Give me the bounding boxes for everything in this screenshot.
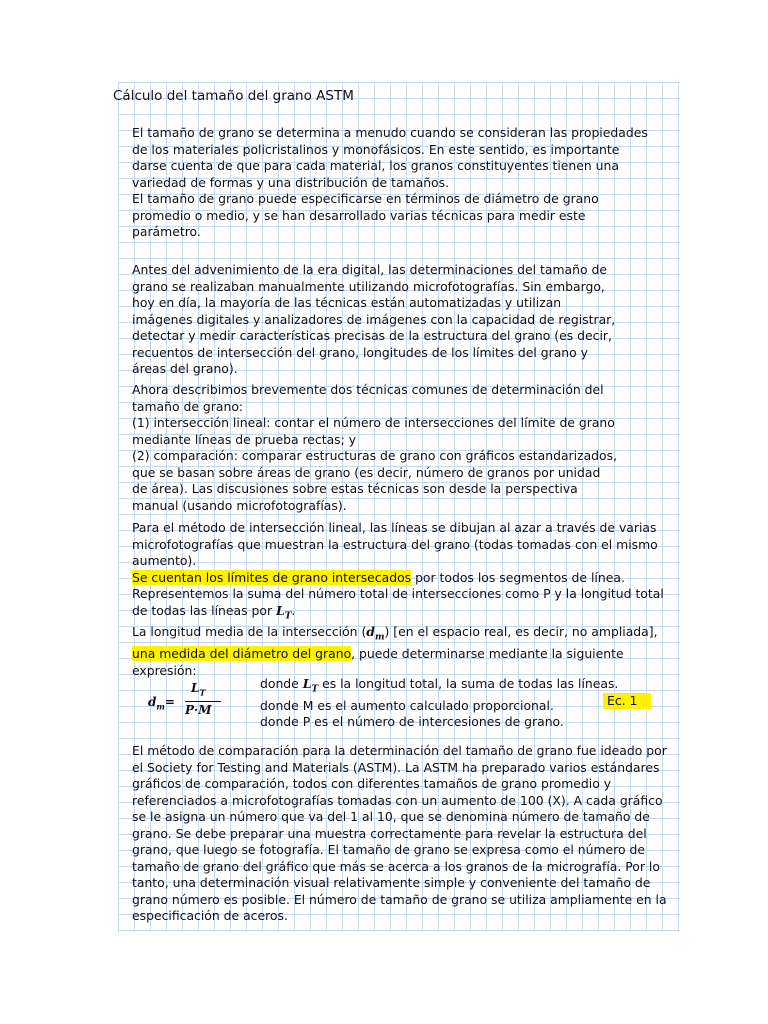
symbol-lt-subscript: T xyxy=(284,610,292,621)
text-line: grano. Se debe preparar una muestra correctamente para revelar la estructura del xyxy=(132,825,647,841)
text-line: microfotografías que muestran la estructura del grano (todas tomadas con el mismo xyxy=(132,536,658,552)
paragraph-linear-intercept xyxy=(132,520,664,679)
text-line: donde P es el número de intercesiones de grano. xyxy=(260,714,564,730)
text-line xyxy=(132,624,664,646)
symbol-lt: L xyxy=(275,602,285,618)
fraction-bar xyxy=(185,701,221,702)
text-line: se le asigna un número que va del 1 al 10, que se denomina número de tamaño de xyxy=(132,809,650,824)
symbol-dm: d xyxy=(366,624,375,640)
paragraph-comparison xyxy=(132,743,667,925)
text-line: Para el método de intersección lineal, las líneas se dibujan al azar a través de varias xyxy=(132,520,657,535)
text-line: recuentos de intersección del grano, longitudes de los límites del grano y xyxy=(132,344,588,360)
text-line xyxy=(132,603,664,625)
text-line: Ahora describimos brevemente dos técnicas comunes de determinación del xyxy=(132,382,604,397)
text-line: aumento). xyxy=(132,553,197,568)
paragraph-techniques xyxy=(132,382,617,514)
text-line: tanto, una determinación visual relativamente simple y conveniente del tamaño de xyxy=(132,875,651,890)
equation-numerator: $L_T$ xyxy=(191,681,206,698)
text-line: grano, que luego se fotografía. El tamaño de grano se expresa como el número de xyxy=(132,842,645,857)
text-line: donde $L_T$ es la longitud total, la suma de todas las líneas. xyxy=(260,676,619,695)
text-fragment: por todos los segmentos de línea. xyxy=(411,569,625,585)
text-line: El tamaño de grano puede especificarse en términos de diámetro de grano xyxy=(132,191,599,206)
text-line: (1) intersección lineal: contar el número de intersecciones del límite de grano xyxy=(132,415,615,430)
text-line: manual (usando microfotografías). xyxy=(132,497,347,513)
text-fragment: La longitud media de la intersección ( xyxy=(132,624,367,640)
text-line: especificación de aceros. xyxy=(132,908,288,923)
text-line: variedad de formas y una distribución de tamaños. xyxy=(132,174,450,190)
text-line xyxy=(132,570,664,587)
text-line: expresión: xyxy=(132,662,197,678)
text-line: gráficos de comparación, todos con diferentes tamaños de grano promedio y xyxy=(132,776,612,791)
text-line: áreas del grano). xyxy=(132,361,238,376)
text-line: de los materiales policristalinos y monofásicos. En este sentido, es importante xyxy=(132,141,620,157)
text-line: de área). Las discusiones sobre estas técnicas son desde la perspectiva xyxy=(132,481,578,496)
text-line: el Society for Testing and Materials (ASTM). La ASTM ha preparado varios estándares xyxy=(132,759,660,775)
text-line: imágenes digitales y analizadores de imágenes con la capacidad de registrar, xyxy=(132,311,616,327)
symbol-lt: L xyxy=(302,676,312,691)
text-line: grano número es posible. El número de tamaño de grano se utiliza ampliamente en la xyxy=(132,891,667,907)
equation-lhs: $d_m=$ xyxy=(148,695,175,712)
text-fragment: de todas las líneas por xyxy=(132,602,276,618)
paragraph-history xyxy=(132,262,615,378)
text-line: El tamaño de grano se determina a menudo cuando se consideran las propiedades xyxy=(132,125,648,140)
text-line: (2) comparación: comparar estructuras de grano con gráficos estandarizados, xyxy=(132,448,618,463)
text-line: tamaño de grano: xyxy=(132,398,244,414)
paragraph-intro xyxy=(132,125,648,241)
text-line: detectar y medir características precisas de la estructura del grano (es decir, xyxy=(132,328,612,343)
text-line: promedio o medio, y se han desarrollado varias técnicas para medir este xyxy=(132,207,586,223)
highlight-boundaries: Se cuentan los límites de grano intersecados xyxy=(132,569,412,585)
symbol-dm-subscript: m xyxy=(374,632,385,643)
text-line: referenciados a microfotografías tomadas con un aumento de 100 (X). A cada gráfico xyxy=(132,792,663,808)
text-line: donde M es el aumento calculado proporcional. xyxy=(260,697,554,713)
text-fragment: , puede determinarse mediante la siguiente xyxy=(351,646,624,662)
text-line: Antes del advenimiento de la era digital, las determinaciones del tamaño de xyxy=(132,262,607,277)
text-fragment: . xyxy=(291,602,296,618)
text-line: que se basan sobre áreas de grano (es decir, número de granos por unidad xyxy=(132,464,601,480)
text-line: hoy en día, la mayoría de las técnicas están automatizadas y utilizan xyxy=(132,295,562,310)
text-fragment: ) [en el espacio real, es decir, no ampliada], xyxy=(384,624,658,640)
highlight-diameter: una medida del diámetro del grano xyxy=(132,646,352,662)
equation-denominator: P·M xyxy=(185,703,212,717)
text-line xyxy=(132,646,664,663)
page-title: Cálculo del tamaño del grano ASTM xyxy=(113,88,354,104)
text-line: grano se realizaban manualmente utilizando microfotografías. Sin embargo, xyxy=(132,278,605,294)
equation-label: Ec. 1 xyxy=(603,693,651,709)
equation-description xyxy=(260,676,618,731)
text-line: parámetro. xyxy=(132,224,201,239)
text-line: darse cuenta de que para cada material, los granos constituyentes tienen una xyxy=(132,158,619,173)
text-line: tamaño de grano del gráfico que más se acerca a los granos de la micrografía. Por lo xyxy=(132,858,660,874)
text-line: El método de comparación para la determinación del tamaño de grano fue ideado por xyxy=(132,743,667,758)
text-line: mediante líneas de prueba rectas; y xyxy=(132,431,357,447)
text-line: Representemos la suma del número total de intersecciones como P y la longitud total xyxy=(132,586,664,601)
